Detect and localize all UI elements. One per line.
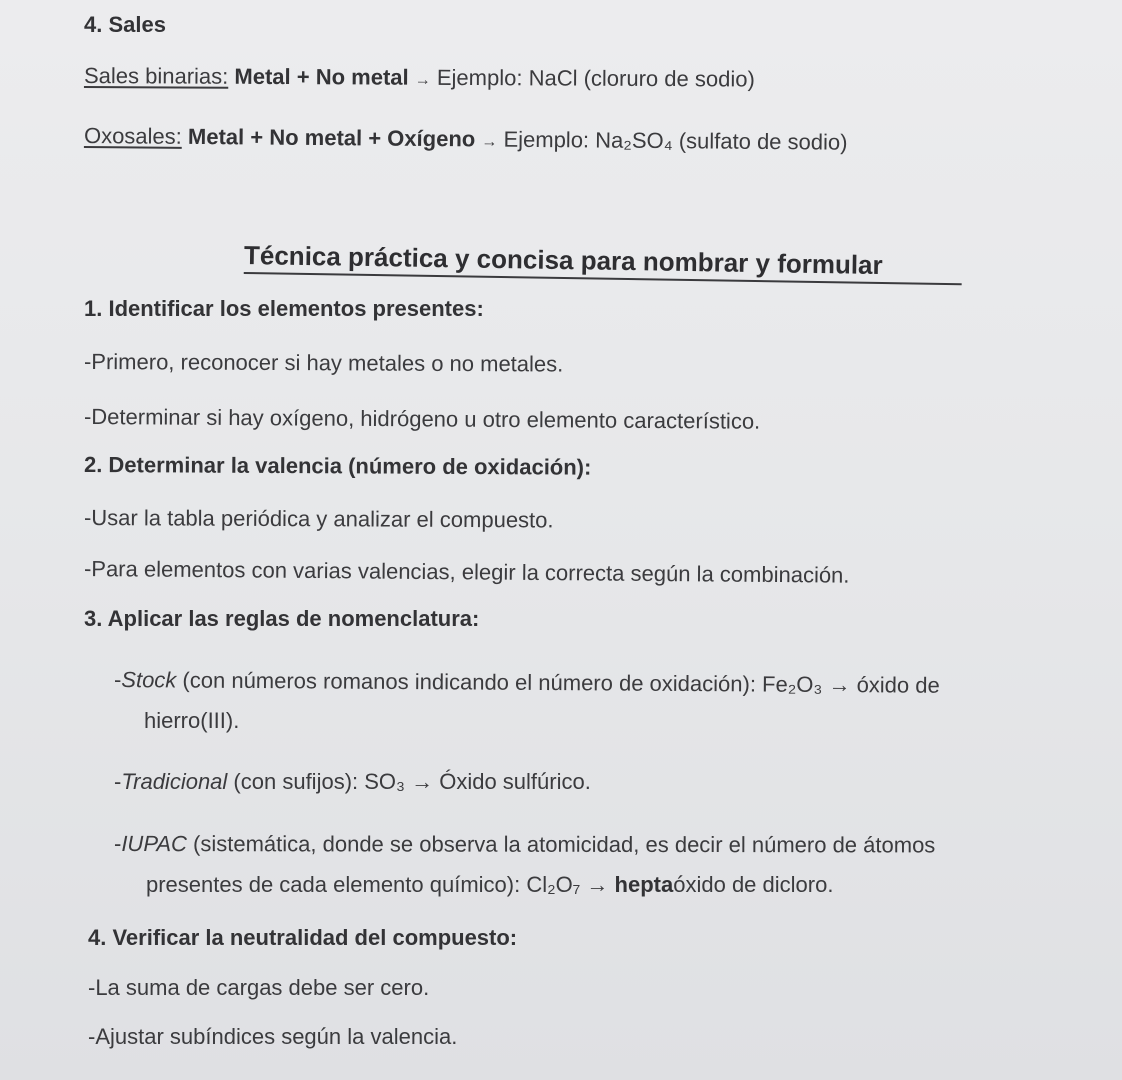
step2-item: -Usar la tabla periódica y analizar el compuesto. (83, 505, 554, 533)
oxosales-example: Ejemplo: Na₂SO₄ (sulfato de sodio) (503, 126, 848, 155)
stock-description: (con números romanos indicando el número de oxidación): Fe₂O₃ → óxido de (176, 667, 940, 698)
step4-item: -Ajustar subíndices según la valencia. (88, 1024, 458, 1049)
step1-item: -Determinar si hay oxígeno, hidrógeno u otro elemento característico. (83, 404, 761, 434)
bullet-dash: - (114, 769, 122, 794)
arrow-icon: → (414, 71, 431, 89)
step4-heading: 4. Verificar la neutralidad del compuesto: (88, 925, 518, 950)
step4-item: -La suma de cargas debe ser cero. (88, 975, 430, 1000)
step2-heading: 2. Determinar la valencia (número de oxidación): (83, 452, 592, 480)
oxosales-label: Oxosales: (83, 123, 182, 149)
tradicional-line (114, 769, 591, 795)
sales-binarias-example: Ejemplo: NaCl (cloruro de sodio) (436, 64, 755, 92)
sales-binarias-formula: Metal + No metal (234, 63, 409, 90)
step2-item: -Para elementos con varias valencias, elegir la correcta según la combinación. (83, 556, 850, 588)
iupac-text-end: óxido de dicloro. (673, 872, 834, 897)
tradicional-description: (con sufijos): SO₃ → Óxido sulfúrico. (227, 769, 591, 794)
iupac-term: IUPAC (121, 831, 187, 857)
stock-line (114, 667, 940, 699)
step3-heading: 3. Aplicar las reglas de nomenclatura: (84, 606, 480, 631)
step1-heading: 1. Identificar los elementos presentes: (84, 296, 484, 321)
oxosales-formula: Metal + No metal + Oxígeno (187, 123, 476, 152)
stock-term: Stock (121, 667, 177, 693)
iupac-line (114, 831, 935, 858)
iupac-text: presentes de cada elemento químico): Cl₂O₇ → (146, 872, 615, 897)
step1-item: -Primero, reconocer si hay metales o no metales. (83, 349, 564, 377)
sales-binarias-label: Sales binarias: (83, 63, 229, 89)
iupac-continuation (146, 872, 833, 898)
section-title: Técnica práctica y concisa para nombrar y formular (244, 240, 962, 285)
sales-heading: 4. Sales (84, 12, 166, 37)
bullet-dash: - (113, 667, 122, 693)
iupac-description: (sistemática, donde se observa la atomicidad, es decir el número de átomos (186, 831, 936, 858)
oxosales-line (84, 123, 848, 159)
iupac-bold-prefix: hepta (614, 872, 674, 897)
stock-continuation: hierro(III). (144, 708, 240, 733)
tradicional-term: Tradicional (121, 769, 228, 794)
sales-binarias-line (84, 63, 755, 96)
arrow-icon: → (481, 133, 498, 151)
bullet-dash: - (113, 831, 122, 857)
